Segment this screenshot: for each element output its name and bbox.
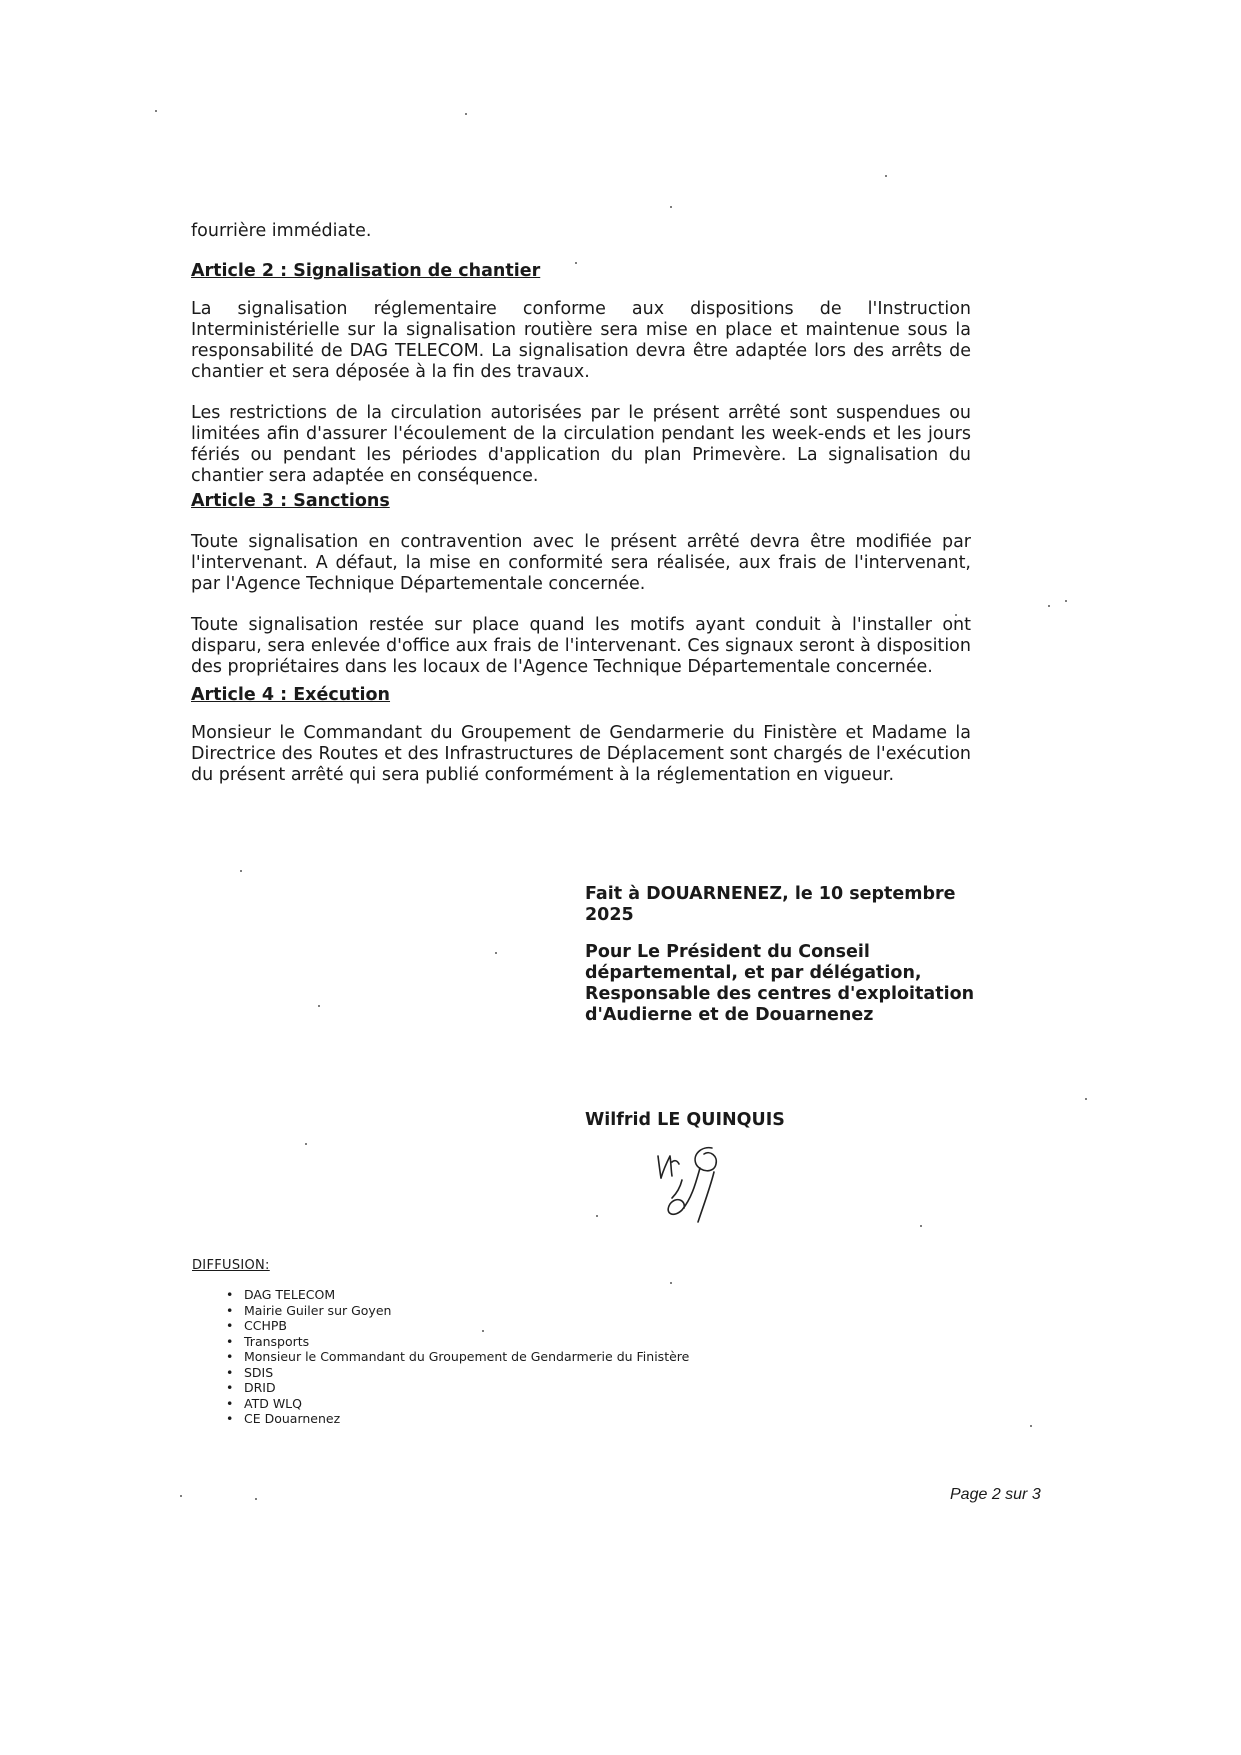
delegation-block [585,942,1005,1026]
diffusion-item: • Transports [226,1334,689,1350]
article-3-paragraph-1: Toute signalisation en contravention avec le présent arrêté devra être modifiée par l'intervenant. A défaut, la mise en conformité sera réalisée, aux frais de l'intervenant, par l'Agence Technique Départementale concernée. [191,532,971,594]
page-number: Page 2 sur 3 [950,1486,1041,1503]
diffusion-item: • ATD WLQ [226,1396,689,1412]
article-4-heading: Article 4 : Exécution [191,685,391,705]
diffusion-item: • SDIS [226,1365,689,1381]
scan-speck [1048,605,1050,607]
scan-speck [318,1005,320,1007]
scan-speck [495,952,497,954]
diffusion-item: • DAG TELECOM [226,1287,689,1303]
article-3-paragraph-2: Toute signalisation restée sur place quand les motifs ayant conduit à l'installer ont disparu, sera enlevée d'office aux frais de l'intervenant. Ces signaux seront à disposition des propriétaires dans les locaux de l'Agence Technique Départementale concernée. [191,615,971,677]
handwritten-signature [652,1142,762,1234]
article-4-paragraph-1: Monsieur le Commandant du Groupement de Gendarmerie du Finistère et Madame la Directrice des Routes et des Infrastructures de Déplacement sont chargés de l'exécution du présent arrêté qui sera publié conformément à la réglementation en vigueur. [191,723,971,785]
diffusion-item: • Monsieur le Commandant du Groupement de Gendarmerie du Finistère [226,1349,689,1365]
scan-speck [596,1215,598,1217]
scan-speck [155,110,157,112]
scan-speck [885,175,887,177]
delegation-line-4: d'Audierne et de Douarnenez [585,1005,874,1025]
scan-speck [240,870,242,872]
article-3-heading: Article 3 : Sanctions [191,491,390,511]
scan-speck [1085,1098,1087,1100]
diffusion-item: • CCHPB [226,1318,689,1334]
diffusion-item: • DRID [226,1380,689,1396]
place-date-line-1: Fait à DOUARNENEZ, le 10 septembre [585,884,956,904]
diffusion-item: • CE Douarnenez [226,1411,689,1427]
delegation-line-3: Responsable des centres d'exploitation [585,984,975,1004]
diffusion-title: DIFFUSION: [192,1258,270,1273]
place-date [585,884,1005,926]
delegation-line-1: Pour Le Président du Conseil [585,942,870,962]
body-text [191,221,971,786]
scan-speck [670,206,672,208]
scan-speck [920,1225,922,1227]
place-date-line-2: 2025 [585,905,634,925]
diffusion-list [226,1287,689,1427]
article-2-paragraph-1: La signalisation réglementaire conforme aux dispositions de l'Instruction Interministérielle sur la signalisation routière sera mise en place et maintenue sous la responsabilité de DAG TELECOM. La signalisation devra être adaptée lors des arrêts de chantier et sera déposée à la fin des travaux. [191,299,971,382]
scan-speck [180,1495,182,1497]
continuation-text: fourrière immédiate. [191,221,372,241]
scan-speck [465,113,467,115]
scan-speck [1065,600,1067,602]
scan-speck [1030,1425,1032,1427]
signatory-name: Wilfrid LE QUINQUIS [585,1110,785,1130]
article-2-heading: Article 2 : Signalisation de chantier [191,261,541,281]
article-2-paragraph-2: Les restrictions de la circulation autorisées par le présent arrêté sont suspendues ou limitées afin d'assurer l'écoulement de la circulation pendant les week-ends et les jours fériés ou pendant les périodes d'application du plan Primevère. La signalisation du chantier sera adaptée en conséquence. [191,403,971,486]
scan-speck [670,1282,672,1284]
scan-speck [255,1498,257,1500]
scan-speck [305,1143,307,1145]
delegation-line-2: départemental, et par délégation, [585,963,922,983]
diffusion-item: • Mairie Guiler sur Goyen [226,1303,689,1319]
